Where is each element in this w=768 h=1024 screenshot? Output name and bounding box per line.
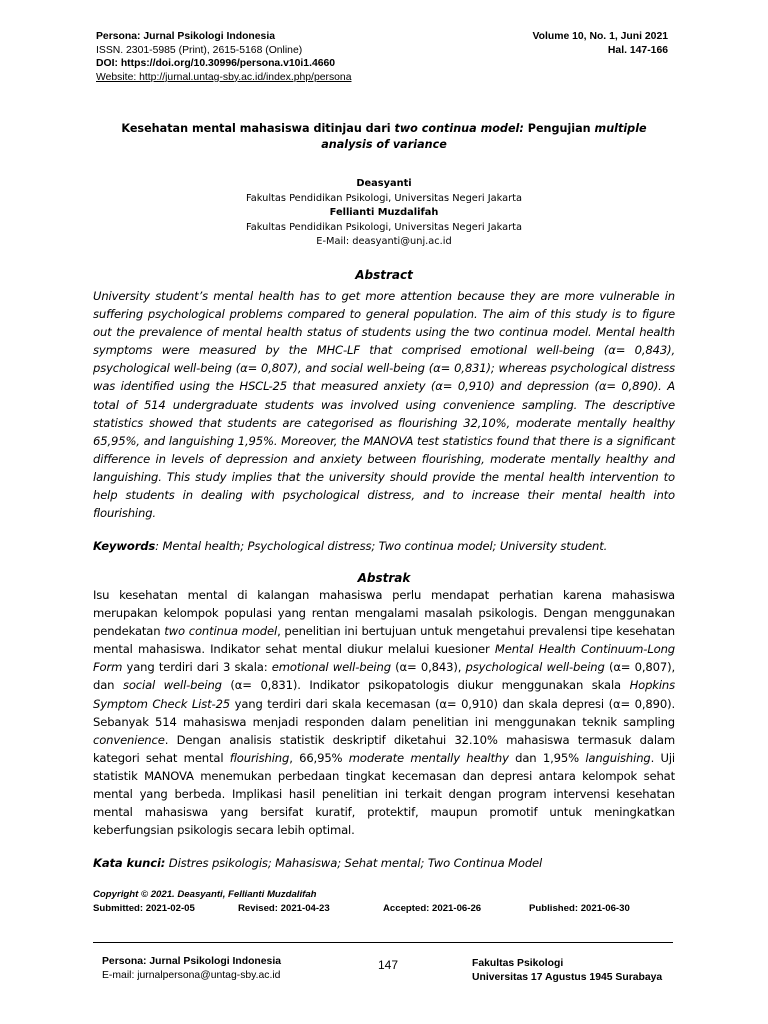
website-link[interactable]: Website: http://jurnal.untag-sby.ac.id/index.php/persona — [96, 71, 352, 83]
revised-date: Revised: 2021-04-23 — [238, 903, 330, 914]
author-name: Deasyanti — [356, 178, 412, 189]
submitted-date: Submitted: 2021-02-05 — [93, 903, 195, 914]
volume-info: Volume 10, No. 1, Juni 2021 — [532, 31, 668, 42]
footer-university: Universitas 17 Agustus 1945 Surabaya — [472, 972, 663, 983]
abstrak-keywords: Kata kunci: Distres psikologis; Mahasiswa; Sehat mental; Two Continua Model — [93, 856, 543, 870]
abstract-keywords: Keywords: Mental health; Psychological distress; Two continua model; University student. — [93, 539, 608, 553]
journal-header — [96, 30, 352, 84]
author-email: E-Mail: deasyanti@unj.ac.id — [316, 236, 452, 247]
accepted-date: Accepted: 2021-06-26 — [383, 903, 482, 914]
author-name: Fellianti Muzdalifah — [329, 207, 439, 218]
journal-name: Persona: Jurnal Psikologi Indonesia — [96, 31, 276, 42]
abstrak-heading: Abstrak — [357, 571, 411, 585]
author-block — [96, 177, 672, 250]
page-number: 147 — [377, 958, 399, 972]
abstract-body: University student’s mental health has to get more attention because they are more vulnerable in suffering psychological problems compared to general population. The aim of this study is to figure out the prevalence of mental health status of students using the two continua model. Mental health symptoms were measured by the MHC-LF that comprised emotional well-being (α= 0,843), psychological well-being (α= 0,807), and social well-being (α= 0,831); whereas psychological distress was identified using the HSCL-25 that measured anxiety (α= 0,910) and depression (α= 0,890). A total of 514 undergraduate students was involved using convenience sampling. The descriptive statistics showed that students are categorised as flourishing 32,10%, moderate mentally healthy 65,95%, and languishing 1,95%. Moreover, the MANOVA test statistics found that there is a significant difference in levels of depression and anxiety between flourishing, moderate mentally healthy and languishing. This study implies that the university should provide the mental health intervention to help students in dealing with psychological distress, and to increase their mental health into flourishing. — [93, 289, 675, 521]
footer-divider — [93, 942, 673, 943]
published-date: Published: 2021-06-30 — [529, 903, 630, 914]
abstrak-body: Isu kesehatan mental di kalangan mahasiswa perlu mendapat perhatian karena mahasiswa merupakan kelompok populasi yang rentan mengalami masalah psikologis. Dengan menggunakan pendekatan two continua model, penelitian ini bertujuan untuk mengetahui prevalensi tipe kesehatan mental mahasiswa. Indikator sehat mental diukur melalui kuesioner Mental Health Continuum-Long Form yang terdiri dari 3 skala: emotional well-being (α= 0,843), psychological well-being (α= 0,807), dan social well-being (α= 0,831). Indikator psikopatologis diukur menggunakan skala Hopkins Symptom Check List-25 yang terdiri dari skala kecemasan (α= 0,910) dan skala depresi (α= 0,890). Sebanyak 514 mahasiswa menjadi responden dalam penelitian ini menggunakan teknik sampling convenience. Dengan analisis statistik deskriptif diketahui 32.10% mahasiswa termasuk dalam kategori sehat mental flourishing, 66,95% moderate mentally healthy dan 1,95% languishing. Uji statistik MANOVA menemukan perbedaan tingkat kecemasan dan depresi antara kelompok sehat mental yang berbeda. Implikasi hasil penelitian ini terkait dengan program intervensi kesehatan mental mahasiswa yang bersifat kuratif, protektif, maupun promotif untuk meningkatkan keberfungsian psikologis secara lebih optimal. — [93, 588, 676, 838]
footer-institution — [472, 957, 662, 985]
doi: DOI: https://doi.org/10.30996/persona.v10i1.4660 — [96, 58, 336, 70]
page-range: Hal. 147-166 — [607, 44, 668, 56]
paper-title: Kesehatan mental mahasiswa ditinjau dari two continua model: Pengujian multiple analysis of variance — [121, 122, 647, 151]
author-affiliation: Fakultas Pendidikan Psikologi, Universitas Negeri Jakarta — [246, 192, 522, 204]
doi-link[interactable]: https://doi.org/10.30996/persona.v10i1.4660 — [120, 58, 336, 70]
footer-faculty: Fakultas Psikologi — [472, 958, 564, 969]
issn: ISSN. 2301-5985 (Print), 2615-5168 (Online) — [96, 44, 303, 56]
issue-info — [532, 30, 668, 57]
author-affiliation: Fakultas Pendidikan Psikologi, Universitas Negeri Jakarta — [246, 221, 522, 233]
footer-journal — [102, 955, 281, 983]
abstract-heading: Abstract — [355, 268, 413, 282]
copyright-notice: Copyright © 2021. Deasyanti, Fellianti Muzdalifah — [93, 889, 317, 900]
footer-journal-name: Persona: Jurnal Psikologi Indonesia — [102, 956, 281, 967]
footer-email: E-mail: jurnalpersona@untag-sby.ac.id — [102, 970, 281, 981]
